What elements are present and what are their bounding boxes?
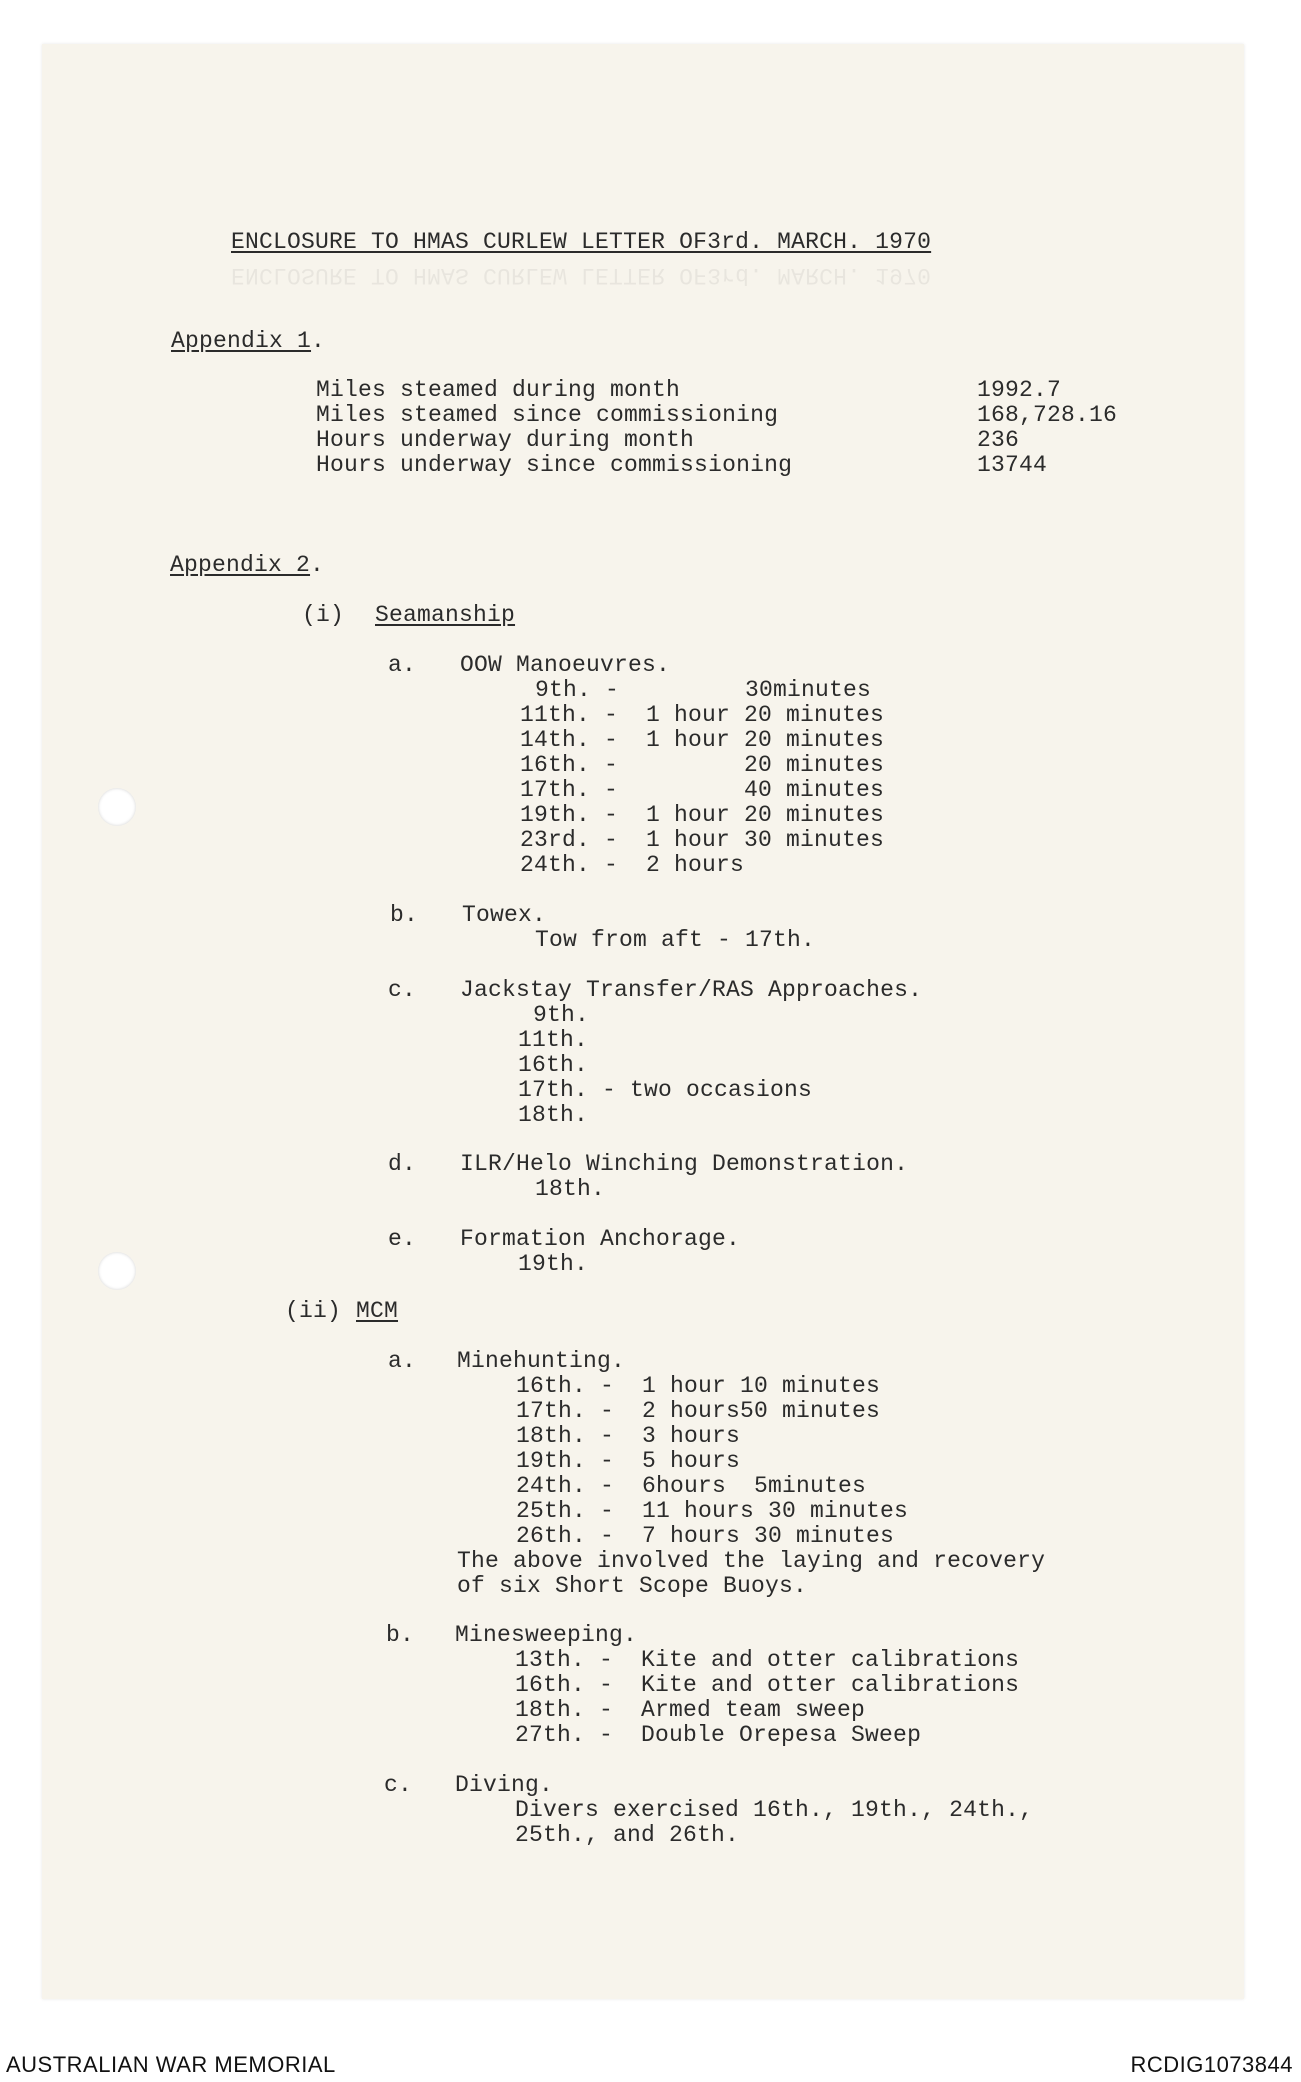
item-line: 14th. - 1 hour 20 minutes [520,727,885,753]
item-letter: c. [384,1772,413,1798]
item-line: 27th. - Double Orepesa Sweep [515,1722,922,1748]
stat-value: 236 [977,427,1020,453]
document-title: ENCLOSURE TO HMAS CURLEW LETTER OF3rd. MARCH. 1970 [231,229,932,255]
stat-value: 13744 [977,452,1048,478]
punch-hole-top [98,788,136,826]
item-line: 9th. [533,1002,590,1028]
item-line: 25th. - 11 hours 30 minutes [516,1498,909,1524]
punch-hole-bottom [98,1252,136,1290]
title-bleed-through: ENCLOSURE TO HMAS CURLEW LETTER OF3rd. MARCH. 1970 [231,262,932,288]
item-line: 19th. - 1 hour 20 minutes [520,802,885,828]
item-title: Minesweeping. [455,1622,638,1648]
item-letter: d. [388,1151,417,1177]
item-line: 18th. [535,1176,606,1202]
appendix-1-heading: Appendix 1. [171,328,326,354]
item-line: 16th. - 1 hour 10 minutes [516,1373,881,1399]
appendix-2-heading: Appendix 2. [170,552,325,578]
stat-label: Miles steamed since commissioning [316,402,779,428]
item-line: 25th., and 26th. [515,1822,740,1848]
item-line: 19th. - 5 hours [516,1448,741,1474]
item-title: Jackstay Transfer/RAS Approaches. [460,977,923,1003]
item-letter: a. [388,652,417,678]
item-line: 16th. - Kite and otter calibrations [515,1672,1020,1698]
item-title: Towex. [462,902,547,928]
section-title: MCM [356,1298,399,1324]
item-line: 26th. - 7 hours 30 minutes [516,1523,895,1549]
item-letter: a. [388,1348,417,1374]
item-line: 23rd. - 1 hour 30 minutes [520,827,885,853]
archive-credit: AUSTRALIAN WAR MEMORIAL [6,2052,336,2077]
item-line: 13th. - Kite and otter calibrations [515,1647,1020,1673]
item-line: 16th. [518,1052,589,1078]
item-line: 9th. - 30minutes [535,677,872,703]
item-line: Divers exercised 16th., 19th., 24th., [515,1797,1034,1823]
stat-label: Hours underway during month [316,427,695,453]
section-number: (i) [302,602,345,628]
document-page [42,44,1244,1999]
item-line: 18th. - Armed team sweep [515,1697,866,1723]
item-note: The above involved the laying and recovery [457,1548,1046,1574]
item-note: of six Short Scope Buoys. [457,1573,808,1599]
stat-label: Miles steamed during month [316,377,681,403]
item-letter: b. [386,1622,415,1648]
item-line: 19th. [518,1251,589,1277]
item-line: 16th. - 20 minutes [520,752,885,778]
item-line: 11th. - 1 hour 20 minutes [520,702,885,728]
item-title: Diving. [455,1772,554,1798]
item-line: Tow from aft - 17th. [535,927,816,953]
item-title: Minehunting. [457,1348,626,1374]
item-letter: c. [388,977,417,1003]
item-title: ILR/Helo Winching Demonstration. [460,1151,909,1177]
item-title: Formation Anchorage. [460,1226,741,1252]
item-line: 18th. - 3 hours [516,1423,741,1449]
section-number: (ii) [285,1298,342,1324]
item-line: 11th. [518,1027,589,1053]
item-line: 17th. - 2 hours50 minutes [516,1398,881,1424]
item-line: 24th. - 6hours 5minutes [516,1473,867,1499]
item-line: 17th. - 40 minutes [520,777,885,803]
item-letter: e. [388,1226,417,1252]
item-line: 18th. [518,1102,589,1128]
section-title: Seamanship [375,602,516,628]
stat-value: 168,728.16 [977,402,1118,428]
item-letter: b. [390,902,419,928]
stat-value: 1992.7 [977,377,1062,403]
archive-reference: RCDIG1073844 [1130,2052,1293,2077]
item-line: 17th. - two occasions [518,1077,813,1103]
item-title: OOW Manoeuvres. [460,652,671,678]
stat-label: Hours underway since commissioning [316,452,793,478]
item-line: 24th. - 2 hours [520,852,745,878]
